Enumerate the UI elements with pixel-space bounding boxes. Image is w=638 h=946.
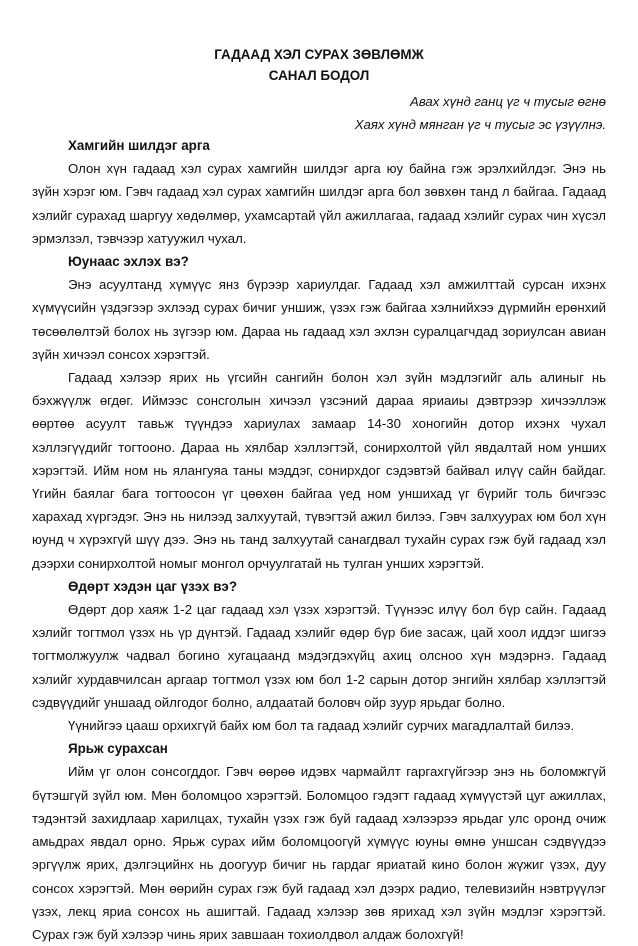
document-subtitle: САНАЛ БОДОЛ [268,68,370,83]
paragraph: Энэ асуултанд хүмүүс янз бүрээр хариулдаг. Гадаад хэл амжилттай сурсан ихэнх хүмүүсийн үздэгээр эхлээд сурах бичиг уншиж, үзэх гэж байгаа хэлнийхээ дүрмийн ерөнхий төсөөлөлтэй болох нь зүгээр юм. Дараа нь гадаад хэл эхлэн суралцагчдад зориулсан авиан зүйн хичээл сонсох хэрэгтэй. [32,277,606,362]
document-title: ГАДААД ХЭЛ СУРАХ ЗӨВЛӨМЖ [214,47,424,62]
section-hours-per-day [32,575,606,737]
section-heading: Ярьж сурахсан [68,741,168,757]
paragraph: Үүнийгээ цааш орхихгүй байх юм бол та гадаад хэлийг сурчих магадлалтай билээ. [68,718,575,734]
epigraph-line: Хаях хүнд мянган үг ч тусыг эс үзүүлнэ. [354,117,606,132]
section-best-method [32,134,606,250]
paragraph: Ийм үг олон сонсогддог. Гэвч өөрөө идэвх чармайлт гаргахгүйгээр энэ нь боломжгүй бүтэшгүй зүйл юм. Мөн боломцоо хэрэгтэй. Боломцоо гэдэгт гадаад хүмүүстэй цуг ажиллах, тэдэнтэй захидлаар харилцах, тухайн үзэх гэж буй гадаад хэлээрээ ярьдаг улс оронд очиж амьдрах явдал орно. Ярьж сурах ийм боломцоогүй хүмүүс юуны өмнө уншсан сэдвүүдээ эргүүлж ярих, дэлгэцийнх нь доогуур бичиг нь гардаг яриатай кино болон жүжиг үзэх, дуу сонсох хэрэгтэй. Мөн өөрийн сурах гэж буй гадаад хэл дээрх радио, телевизийн нэвтрүүлэг үзэх, лекц яриа сонсох нь ашигтай. Гадаад хэлээр зөв ярихад хэл зүйн мэдлэг хэрэгтэй. Сурах гэж буй хэлээр чинь ярих завшаан тохиолдвол алдаж болохгүй! [32,764,606,942]
section-heading: Юунаас эхлэх вэ? [68,254,189,270]
section-heading: Өдөрт хэдэн цаг үзэх вэ? [68,578,238,594]
epigraph-line: Авах хүнд ганц үг ч тусыг өгнө [410,94,606,109]
section-heading: Хамгийн шилдэг арга [68,138,210,153]
section-learning-to-speak [32,737,606,946]
epigraph [32,90,606,136]
paragraph: Олон хүн гадаад хэл сурах хамгийн шилдэг арга юу байна гэж эрэлхийлдэг. Энэ нь зүйн хэрэг юм. Гэвч гадаад хэл сурах хамгийн шилдэг арга бол зөвхөн танд л байгаа. Гадаад хэлийг сурахад шаргуу хөдөлмөр, ухамсартай үйл ажиллагаа, гадаад хэлийг сурах чин хүсэл эрмэлзэл, тэвчээр хатуужил чухал. [32,161,606,246]
section-where-to-start [32,250,606,575]
paragraph: Өдөрт дор хаяж 1-2 цаг гадаад хэл үзэх хэрэгтэй. Түүнээс илүү бол бүр сайн. Гадаад хэлийг тогтмол үзэх нь үр дүнтэй. Гадаад хэлийг өдөр бүр бие засаж, цай хоол иддэг шигээ тогтмолжуулж чадвал богино хугацаанд мэдэгдэхүйц ахиц олсноо хүн мэдэрнэ. Гадаад хэлийг хурдавчилсан аргаар тогтмол үзэх юм бол 1-2 сарын дотор энгийн хялбар хэллэгтэй сэдвүүдийг уншаад ойлгодог болно, алдаатай боловч ойр зуур ярьдаг болно. [32,602,606,710]
paragraph: Гадаад хэлээр ярих нь үгсийн сангийн болон хэл зүйн мэдлэгийг аль алиныг нь бэхжүүлж өгдөг. Иймээс сонсголын хичээл үзсэний дараа яриаиы дэвтрээр хичээллэж өөртөө асуулт тавьж түүндээ хариулах замаар 14-30 хоногийн дотор ихэнх чухал хэллэгүүдийг тогтооно. Дараа нь хялбар хэллэгтэй, сонирхолтой үйл явдалтай ном унших хэрэгтэй. Ийм ном нь ялангуяа таны мэддэг, сонирхдог сэдэвтэй байвал илүү сайн байдаг. Үгийн баялаг бага тогтоосон үг цөөхөн байгаа үед ном уншихад үг бүрийг толь бичгээс харахад хүргэдэг. Энэ нь нилээд залхуутай, түвэгтэй ажил билээ. Гэвч залхуурах юм бол хүн юунд ч хүрэхгүй шүү дээ. Энэ нь танд залхуутай санагдвал тухайн сурах гэж буй гадаад хэл дээрхи сонирхолтой номыг монгол орчуулгатай нь тулган унших хэрэгтэй. [32,370,606,571]
